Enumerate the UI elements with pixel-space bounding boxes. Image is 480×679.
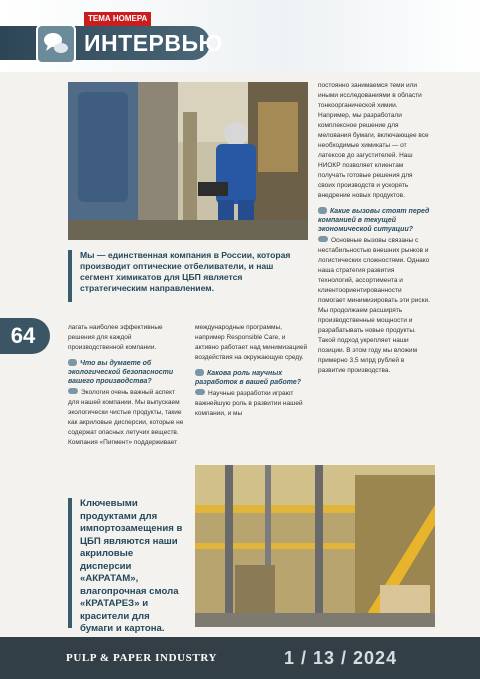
answer-bubble-icon	[68, 388, 78, 394]
pull-quote-bottom: Ключевыми продуктами для импортозамещения в ЦБП являются наши акриловые дисперсии «АКРАТАМ», влагопрочная смола «КРАТАРЕЗ» и красители для бумаги и картона.	[68, 498, 184, 628]
question-bubble-icon	[68, 359, 77, 366]
question-bubble-icon	[318, 207, 327, 214]
column-right	[318, 81, 430, 376]
interview-question	[318, 207, 430, 234]
paragraph: лагать наиболее эффективные решения для каждой производственной компании.	[68, 324, 163, 351]
photo-factory-interior	[195, 465, 435, 627]
magazine-name: PULP & PAPER INDUSTRY	[66, 652, 218, 664]
question-text: Что вы думаете об экологической безопасности вашего производства?	[68, 360, 174, 385]
photo-lab-worker	[68, 82, 308, 240]
page-header	[0, 0, 480, 72]
answer-text: Экология очень важный аспект для нашей компании. Мы выпускаем экологически чистые продукты, такие как акриловые дисперсии, которые не содержат опасных летучих веществ. Компания «Пигмент» поддерживает	[68, 389, 184, 446]
answer-bubble-icon	[318, 236, 328, 242]
answer-text: Основные вызовы связаны с нестабильностью внешних рынков и логистических сложностями. Однако наша стратегия развития технологий, ассортимента и клиентоориентированности помогает минимизировать эти риски. Мы продолжаем расширять производственные мощности и разрабатывать новые продукты. Такой подход укрепляет наши позиции. В этом году мы вложим примерно 3,5 млрд рублей в развитие производства.	[318, 237, 430, 374]
paragraph: постоянно занимаемся теми или иными исследованиями в области тонкоорганической химии. Например, мы разработали комплексное решение для мелования бумаги, включающее все необходимые химикаты — от латексов до загустителей. Наш НИОКР позволяет клиентам получать готовые решения для своих производств и ускорять внедрение новых продуктов.	[318, 82, 429, 199]
chat-bubbles-icon	[36, 24, 76, 64]
paragraph: международные программы, например Responsible Care, и активно работает над минимизацией воздействия на окружающую среду.	[195, 324, 308, 361]
answer-text: Научные разработки играют важнейшую роль в развитии нашей компании, и мы	[195, 390, 303, 417]
interview-question	[68, 359, 186, 386]
page-footer	[0, 637, 480, 679]
column-left	[68, 323, 186, 448]
pull-quote-top: Мы — единственная компания в России, которая производит оптические отбеливатели, и наш сегмент химикатов для ЦБП является стратегическим направлением.	[68, 250, 308, 302]
page-number: 64	[0, 318, 50, 354]
section-badge: ТЕМА НОМЕРА	[84, 12, 151, 26]
answer-paragraph	[195, 389, 308, 419]
interview-question	[195, 369, 308, 387]
question-text: Какова роль научных разработок в вашей работе?	[195, 370, 302, 386]
issue-number: 1 / 13 / 2024	[284, 648, 398, 668]
question-bubble-icon	[195, 369, 204, 376]
section-title: ИНТЕРВЬЮ	[84, 30, 223, 56]
answer-bubble-icon	[195, 389, 205, 395]
question-text: Какие вызовы стоят перед компанией в текущей экономической ситуации?	[318, 208, 430, 233]
answer-paragraph	[68, 388, 186, 448]
answer-paragraph	[318, 236, 430, 376]
column-middle	[195, 323, 308, 419]
